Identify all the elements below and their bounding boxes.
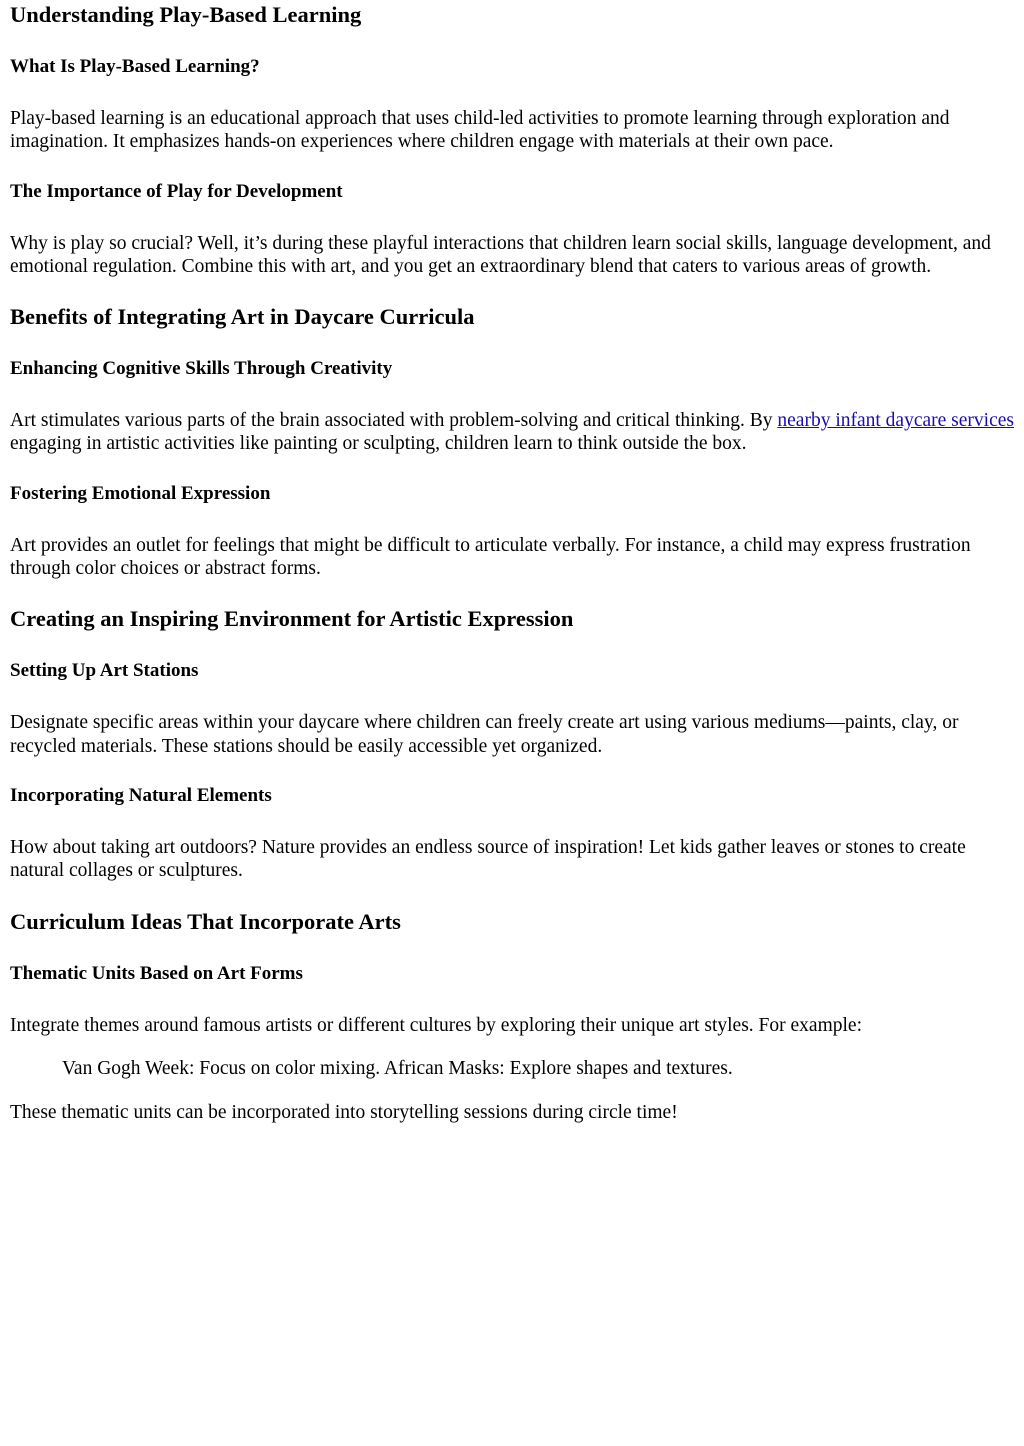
paragraph: Why is play so crucial? Well, it’s during these playful interactions that children learn social skills, language development, and emotional regulation. Combine this with art, and you get an extraordinary blend that caters to various areas of growth.: [10, 232, 991, 277]
subsection-heading: Fostering Emotional Expression: [10, 482, 271, 504]
subsection-heading: What Is Play-Based Learning?: [10, 56, 260, 77]
subsection-heading: The Importance of Play for Development: [10, 180, 343, 202]
subsection-heading: Enhancing Cognitive Skills Through Creativity: [10, 358, 393, 380]
section-title: Understanding Play-Based Learning: [10, 2, 362, 27]
paragraph: Integrate themes around famous artists or different cultures by exploring their unique art styles. For example:: [10, 1014, 862, 1036]
subsection-heading: Setting Up Art Stations: [10, 660, 199, 682]
paragraph-text: Art stimulates various parts of the brain associated with problem-solving and critical thinking. By: [10, 410, 778, 432]
subsection-heading: Incorporating Natural Elements: [10, 784, 272, 806]
paragraph: Designate specific areas within your daycare where children can freely create art using various mediums—paints, clay, or recycled materials. These stations should be easily accessible yet organized.: [10, 712, 959, 757]
nearby-infant-daycare-link[interactable]: nearby infant daycare services: [777, 410, 1014, 432]
paragraph: Play-based learning is an educational approach that uses child-led activities to promote learning through exploration and imagination. It emphasizes hands-on experiences where children engage with materials at their own pace.: [10, 108, 950, 153]
paragraph: Art provides an outlet for feelings that might be difficult to articulate verbally. For instance, a child may express frustration through color choices or abstract forms.: [10, 534, 971, 580]
blockquote: Van Gogh Week: Focus on color mixing. African Masks: Explore shapes and textures.: [62, 1057, 733, 1079]
subsection-heading: Thematic Units Based on Art Forms: [10, 962, 303, 984]
section-title: Benefits of Integrating Art in Daycare Curricula: [10, 304, 475, 330]
paragraph: These thematic units can be incorporated into storytelling sessions during circle time!: [10, 1102, 678, 1124]
paragraph: How about taking art outdoors? Nature provides an endless source of inspiration! Let kids gather leaves or stones to create natural collages or sculptures.: [10, 836, 966, 882]
section-title: Curriculum Ideas That Incorporate Arts: [10, 908, 401, 934]
paragraph-text: engaging in artistic activities like painting or sculpting, children learn to think outside the box.: [10, 433, 747, 455]
paragraph: [10, 409, 1014, 456]
section-title: Creating an Inspiring Environment for Artistic Expression: [10, 606, 574, 632]
